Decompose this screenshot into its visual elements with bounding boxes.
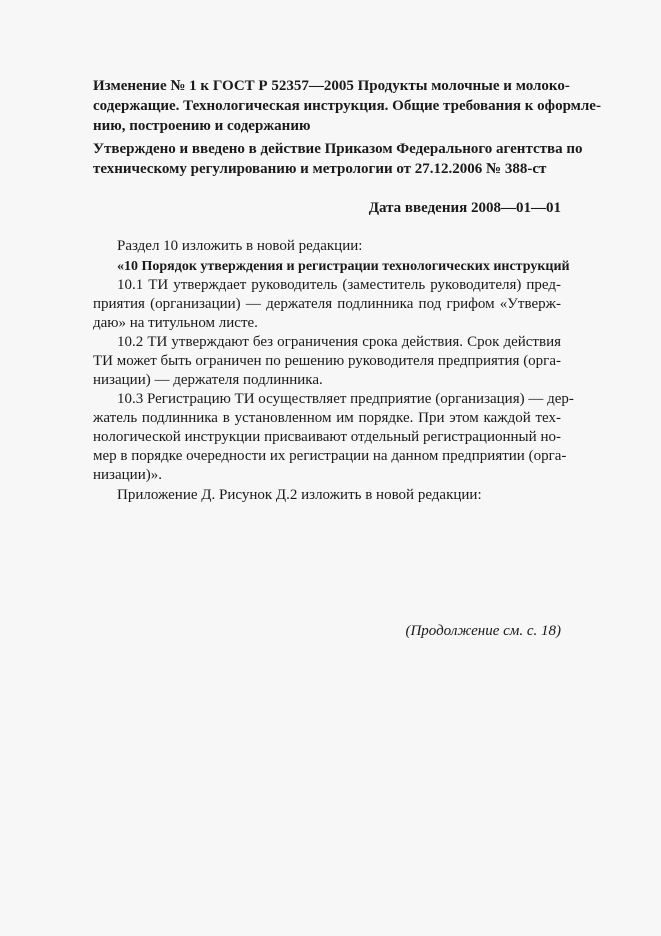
body-line-8: низации) — держателя подлинника.: [93, 372, 323, 388]
body-line-13: низации)».: [93, 467, 162, 483]
body-line-4: приятия (организации) — держателя подлинника под грифом «Утверж-: [93, 296, 561, 312]
body-line-6: 10.2 ТИ утверждают без ограничения срока действия. Срок действия: [117, 334, 561, 350]
section-heading: «10 Порядок утверждения и регистрации технологических инструкций: [117, 259, 570, 274]
body-line-3: 10.1 ТИ утверждает руководитель (заместитель руководителя) пред-: [117, 277, 561, 293]
title-line-3: нию, построению и содержанию: [93, 118, 311, 134]
body-line-1: Раздел 10 изложить в новой редакции:: [117, 238, 363, 254]
title-line-1: Изменение № 1 к ГОСТ Р 52357—2005 Продукты молочные и молоко-: [93, 78, 570, 94]
body-line-11: нологической инструкции присваивают отдельный регистрационный но-: [93, 429, 561, 445]
body-line-12: мер в порядке очередности их регистрации на данном предприятии (орга-: [93, 448, 567, 464]
approval-line-1: Утверждено и введено в действие Приказом Федерального агентства по: [93, 141, 583, 157]
continuation-note: (Продолжение см. с. 18): [405, 623, 561, 639]
body-line-14: Приложение Д. Рисунок Д.2 изложить в новой редакции:: [117, 487, 482, 503]
effective-date: Дата введения 2008—01—01: [368, 200, 561, 216]
title-line-2: содержащие. Технологическая инструкция. Общие требования к оформле-: [93, 98, 601, 114]
body-line-7: ТИ может быть ограничен по решению руководителя предприятия (орга-: [93, 353, 561, 369]
body-line-9: 10.3 Регистрацию ТИ осуществляет предприятие (организация) — дер-: [117, 391, 574, 407]
body-line-5: даю» на титульном листе.: [93, 315, 258, 331]
body-line-10: жатель подлинника в установленном им порядке. При этом каждой тех-: [93, 410, 561, 426]
approval-line-2: техническому регулированию и метрологии от 27.12.2006 № 388-ст: [93, 161, 547, 177]
